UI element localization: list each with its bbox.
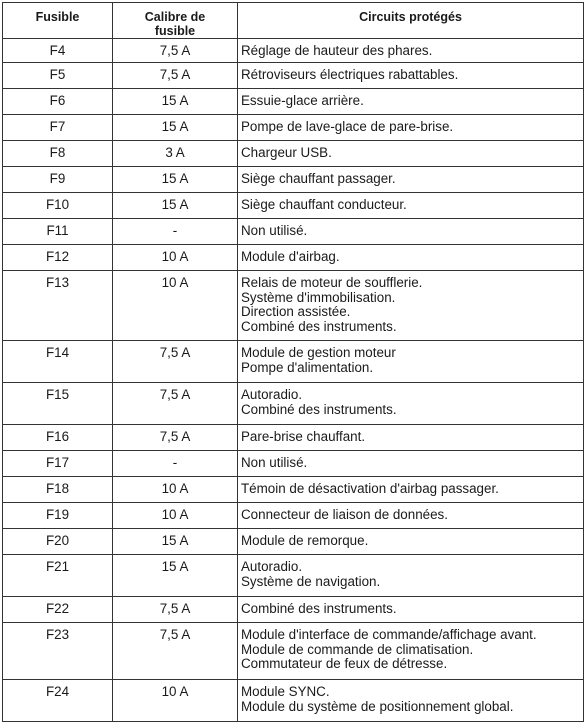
cell-fuse: F9 (3, 167, 113, 193)
cell-rating: 10 A (113, 245, 238, 271)
table-row (3, 341, 584, 383)
circuit-line: Essuie-glace arrière. (241, 93, 364, 108)
table-row (3, 451, 584, 477)
cell-rating: 15 A (113, 89, 238, 115)
cell-circuits (238, 425, 584, 451)
cell-circuits (238, 271, 584, 341)
cell-circuits (238, 63, 584, 89)
cell-fuse: F19 (3, 503, 113, 529)
cell-fuse: F23 (3, 623, 113, 680)
cell-fuse: F16 (3, 425, 113, 451)
circuit-line: Module de remorque. (241, 533, 369, 548)
table-row (3, 597, 584, 623)
table-row (3, 219, 584, 245)
circuit-line: Module SYNC. (241, 684, 330, 699)
cell-rating: 15 A (113, 193, 238, 219)
cell-circuits (238, 623, 584, 680)
cell-circuits (238, 597, 584, 623)
cell-fuse: F10 (3, 193, 113, 219)
cell-circuits (238, 193, 584, 219)
circuit-line: Combiné des instruments. (241, 401, 397, 417)
cell-fuse: F21 (3, 555, 113, 597)
circuit-line: Combiné des instruments. (241, 318, 397, 334)
table-row (3, 383, 584, 425)
table-row (3, 63, 584, 89)
cell-fuse: F8 (3, 141, 113, 167)
circuit-line: Système de navigation. (241, 573, 381, 589)
cell-circuits (238, 89, 584, 115)
table-row (3, 623, 584, 680)
cell-circuits (238, 451, 584, 477)
cell-rating: 7,5 A (113, 623, 238, 680)
table-row (3, 477, 584, 503)
cell-fuse: F6 (3, 89, 113, 115)
table-row (3, 193, 584, 219)
cell-circuits (238, 529, 584, 555)
circuit-line: Combiné des instruments. (241, 601, 397, 616)
cell-circuits (238, 680, 584, 722)
table-row (3, 39, 584, 63)
table-row (3, 680, 584, 722)
cell-circuits (238, 555, 584, 597)
table-row (3, 141, 584, 167)
table-row (3, 529, 584, 555)
circuit-line: Module du système de positionnement global. (241, 698, 514, 714)
cell-rating: 15 A (113, 555, 238, 597)
circuit-line: Témoin de désactivation d'airbag passager. (241, 481, 499, 496)
cell-fuse: F18 (3, 477, 113, 503)
cell-rating: 7,5 A (113, 597, 238, 623)
table-row (3, 89, 584, 115)
cell-rating: 10 A (113, 477, 238, 503)
cell-circuits (238, 503, 584, 529)
cell-rating: 10 A (113, 680, 238, 722)
cell-rating: 7,5 A (113, 63, 238, 89)
circuit-line: Connecteur de liaison de données. (241, 507, 448, 522)
circuit-line: Module de commande de climatisation. (241, 641, 474, 657)
circuit-line: Pompe d'alimentation. (241, 359, 374, 375)
circuit-line: Module de gestion moteur (241, 345, 396, 360)
circuit-line: Non utilisé. (241, 455, 308, 470)
cell-rating: 10 A (113, 503, 238, 529)
circuit-line: Siège chauffant conducteur. (241, 197, 407, 212)
header-rating-line2: fusible (154, 24, 196, 38)
cell-circuits (238, 383, 584, 425)
circuit-line: Commutateur de feux de détresse. (241, 656, 448, 672)
cell-rating: 3 A (113, 141, 238, 167)
cell-fuse: F13 (3, 271, 113, 341)
table-body (3, 39, 584, 722)
cell-fuse: F14 (3, 341, 113, 383)
cell-rating: - (113, 451, 238, 477)
circuit-line: Rétroviseurs électriques rabattables. (241, 67, 459, 82)
circuit-line: Système d'immobilisation. (241, 289, 396, 305)
table-row (3, 425, 584, 451)
cell-rating: 15 A (113, 167, 238, 193)
cell-rating: 7,5 A (113, 425, 238, 451)
circuit-line: Direction assistée. (241, 304, 351, 320)
circuit-line: Autoradio. (241, 559, 303, 574)
cell-rating: 10 A (113, 271, 238, 341)
circuit-line: Module d'airbag. (241, 249, 340, 264)
cell-rating: - (113, 219, 238, 245)
cell-fuse: F7 (3, 115, 113, 141)
table-row (3, 115, 584, 141)
cell-rating: 15 A (113, 115, 238, 141)
cell-rating: 15 A (113, 529, 238, 555)
cell-fuse: F20 (3, 529, 113, 555)
cell-circuits (238, 167, 584, 193)
cell-fuse: F12 (3, 245, 113, 271)
table-row (3, 555, 584, 597)
circuit-line: Chargeur USB. (241, 145, 332, 160)
cell-rating: 7,5 A (113, 39, 238, 63)
circuit-line: Pompe de lave-glace de pare-brise. (241, 119, 454, 134)
circuit-line: Relais de moteur de soufflerie. (241, 275, 423, 290)
circuit-line: Module d'interface de commande/affichage avant. (241, 627, 537, 642)
cell-circuits (238, 115, 584, 141)
table-header-row (3, 3, 584, 39)
circuit-line: Pare-brise chauffant. (241, 429, 366, 444)
cell-circuits (238, 39, 584, 63)
fuse-table (2, 2, 584, 722)
cell-rating: 7,5 A (113, 383, 238, 425)
circuit-line: Non utilisé. (241, 223, 308, 238)
header-fuse: Fusible (3, 3, 113, 39)
header-rating-line1: Calibre de (144, 10, 206, 24)
cell-fuse: F17 (3, 451, 113, 477)
cell-rating: 7,5 A (113, 341, 238, 383)
header-circuits: Circuits protégés (238, 3, 584, 39)
circuit-line: Autoradio. (241, 387, 303, 402)
cell-fuse: F11 (3, 219, 113, 245)
cell-fuse: F5 (3, 63, 113, 89)
table-row (3, 245, 584, 271)
table-row (3, 271, 584, 341)
cell-circuits (238, 245, 584, 271)
cell-circuits (238, 219, 584, 245)
cell-circuits (238, 141, 584, 167)
table-row (3, 167, 584, 193)
cell-fuse: F15 (3, 383, 113, 425)
circuit-line: Réglage de hauteur des phares. (241, 43, 433, 58)
cell-fuse: F24 (3, 680, 113, 722)
cell-fuse: F22 (3, 597, 113, 623)
cell-circuits (238, 341, 584, 383)
cell-fuse: F4 (3, 39, 113, 63)
header-rating (113, 3, 238, 39)
cell-circuits (238, 477, 584, 503)
circuit-line: Siège chauffant passager. (241, 171, 396, 186)
table-row (3, 503, 584, 529)
